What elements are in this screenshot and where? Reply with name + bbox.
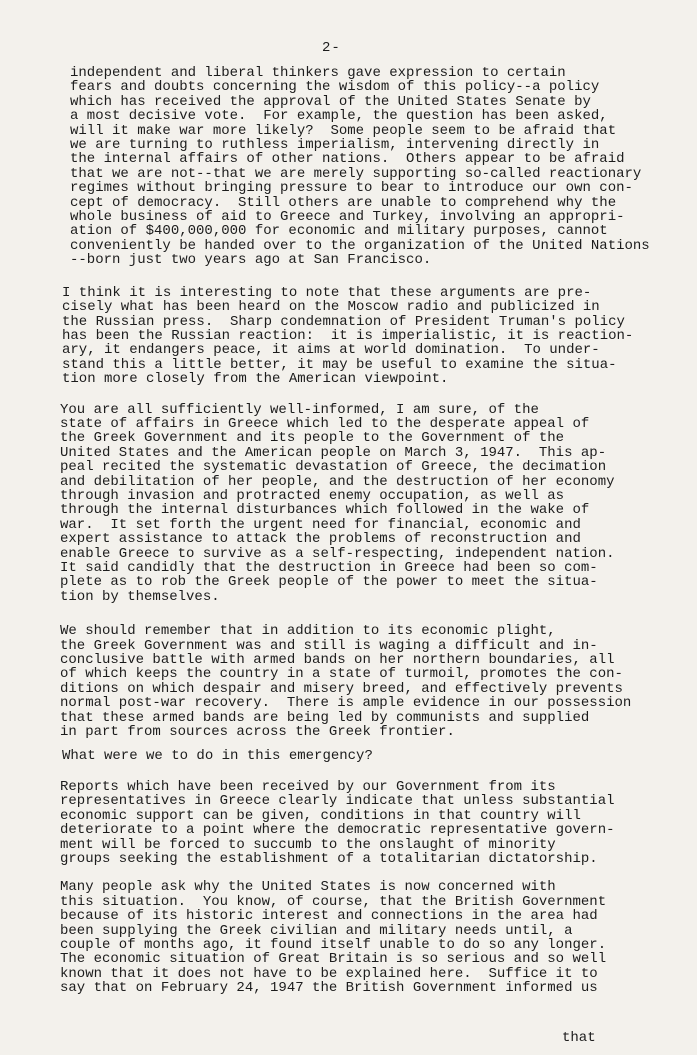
paragraph-dissent: independent and liberal thinkers gave expression to certain fears and doubts concerning the wisdom of this policy--a policy which has received the approval of the United States Senate by a most decisive vote. For example, the question has been asked, will it make war more likely? Some people seem to be afraid that we are turning to ruthless imperialism, intervening directly in the internal affairs of other nations. Others appear to be afraid that we are not--that we are merely supporting so-called reactionary regimes without bringing pressure to bear to introduce our own con- cept of democracy. Still others are unable to comprehend why the whole business of aid to Greece and Turkey, involving an appropri- ation of $400,000,000 for economic and military purposes, cannot conveniently be handed over to the organization of the United Nations --born just two years ago at San Francisco. — [70, 65, 650, 269]
paragraph-russian-reaction: I think it is interesting to note that these arguments are pre- cisely what has been heard on the Moscow radio and publicized in the Russian press. Sharp condemnation of President Truman's policy has been the Russian reaction: it is imperialistic, it is reaction- ary, it endangers peace, it aims at world domination. To under- stand this a little better, it may be useful to examine the situa- tion more closely from the American viewpoint. — [62, 284, 634, 388]
page-number: 2- — [322, 40, 341, 56]
body-text — [40, 66, 680, 1006]
paragraph-reports: Reports which have been received by our Government from its representatives in Greece clearly indicate that unless substantial economic support can be given, conditions in that country will deteriorate to a point where the democratic representative govern- ment will be forced to succumb to the onslaught of minority groups seeking the establishment of a totalitarian dictatorship. — [60, 778, 615, 867]
paragraph-armed-bands: We should remember that in addition to its economic plight, the Greek Government was and still is waging a difficult and in- conclusive battle with armed bands on her northern boundaries, all of which keeps the country in a state of turmoil, promotes the con- ditions on which despair and misery breed, and effectively prevents normal post-war recovery. There is ample evidence in our possession that these armed bands are being led by communists and supplied in part from sources across the Greek frontier. — [60, 623, 632, 741]
paragraph-british-government: Many people ask why the United States is now concerned with this situation. You know, of course, that the British Government because of its historic interest and connections in the area had been supplying the Greek civilian and military needs until, a couple of months ago, it found itself unable to do so any longer. The economic situation of Great Britain is so serious and so well known that it does not have to be explained here. Suffice it to say that on February 24, 1947 the British Government informed us — [60, 879, 607, 997]
paragraph-greek-appeal: You are all sufficiently well-informed, I am sure, of the state of affairs in Greece which led to the desperate appeal of the Greek Government and its people to the Government of the United States and the American people on March 3, 1947. This ap- peal recited the systematic devastation of Greece, the decimation and debilitation of her people, and the destruction of her economy through invasion and protracted enemy occupation, as well as through the internal disturbances which followed in the wake of war. It set forth the urgent need for financial, economic and expert assistance to attack the problems of reconstruction and enable Greece to survive as a self-respecting, independent nation. It said candidly that the destruction in Greece had been so com- plete as to rob the Greek people of the power to meet the situa- tion by themselves. — [60, 401, 615, 605]
catchword: that — [562, 1030, 596, 1046]
paragraph-emergency-question: What were we to do in this emergency? — [62, 748, 373, 765]
